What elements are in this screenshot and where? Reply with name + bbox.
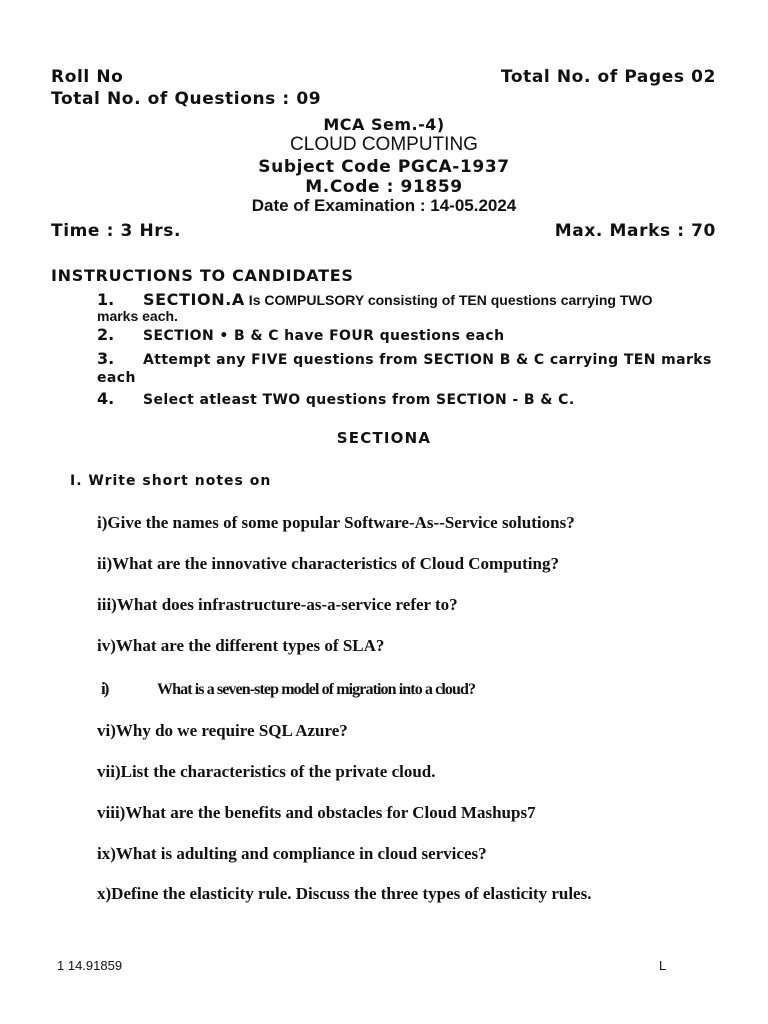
- course-name: MCA Sem.-4): [323, 115, 445, 134]
- question-9: ix)What is adulting and compliance in cloud services?: [97, 844, 487, 863]
- section-intro: I. Write short notes on: [70, 473, 272, 489]
- time-allowed: Time : 3 Hrs.: [51, 221, 182, 241]
- exam-date: Date of Examination : 14-05.2024: [251, 196, 517, 215]
- question-1: i)Give the names of some popular Software-As--Service solutions?: [97, 513, 575, 532]
- question-8: viii)What are the benefits and obstacles for Cloud Mashups7: [97, 803, 536, 822]
- instruction-number: 2.: [97, 325, 115, 344]
- total-questions: Total No. of Questions : 09: [51, 89, 322, 109]
- instruction-3-cont: each: [97, 370, 136, 386]
- footer-code: 1 14.91859: [57, 958, 123, 973]
- question-7: vii)List the characteristics of the private cloud.: [97, 762, 436, 781]
- question-6: vi)Why do we require SQL Azure?: [97, 721, 348, 740]
- roll-no-label: Roll No: [51, 67, 124, 87]
- m-code: M.Code : 91859: [305, 177, 463, 197]
- question-5: [101, 679, 475, 699]
- subject-code: Subject Code PGCA-1937: [258, 157, 510, 177]
- instruction-text: Is COMPULSORY consisting of TEN questions carrying TWO: [244, 292, 653, 308]
- instruction-4: [97, 389, 575, 409]
- question-3: iii)What does infrastructure-as-a-service refer to?: [97, 595, 458, 614]
- section-title: SECTIONA: [336, 429, 432, 447]
- instruction-3: [97, 349, 712, 369]
- instruction-number: 4.: [97, 389, 115, 408]
- instruction-number: 1.: [97, 290, 115, 309]
- instruction-text: Attempt any FIVE questions from SECTION B & C carrying TEN marks: [143, 352, 712, 368]
- instruction-2: [97, 325, 504, 345]
- instruction-text: SECTION • B & C have FOUR questions each: [143, 328, 505, 344]
- max-marks: Max. Marks : 70: [554, 221, 716, 241]
- instruction-1-cont: marks each.: [97, 308, 178, 324]
- footer-mark: L: [659, 958, 667, 973]
- instruction-1: [97, 290, 653, 310]
- instructions-title: INSTRUCTIONS TO CANDIDATES: [51, 266, 354, 285]
- question-5-text: What is a seven-step model of migration into a cloud?: [157, 681, 476, 698]
- total-pages: Total No. of Pages 02: [500, 67, 716, 87]
- question-10: x)Define the elasticity rule. Discuss the three types of elasticity rules.: [97, 884, 592, 903]
- instruction-number: 3.: [97, 349, 115, 368]
- question-5-number: i): [101, 679, 108, 698]
- subject-title: CLOUD COMPUTING: [290, 134, 478, 155]
- question-4: iv)What are the different types of SLA?: [97, 636, 385, 655]
- instruction-text: Select atleast TWO questions from SECTION - B & C.: [143, 392, 575, 408]
- question-2: ii)What are the innovative characteristics of Cloud Computing?: [97, 554, 559, 573]
- instruction-lead: SECTION.A: [143, 290, 245, 309]
